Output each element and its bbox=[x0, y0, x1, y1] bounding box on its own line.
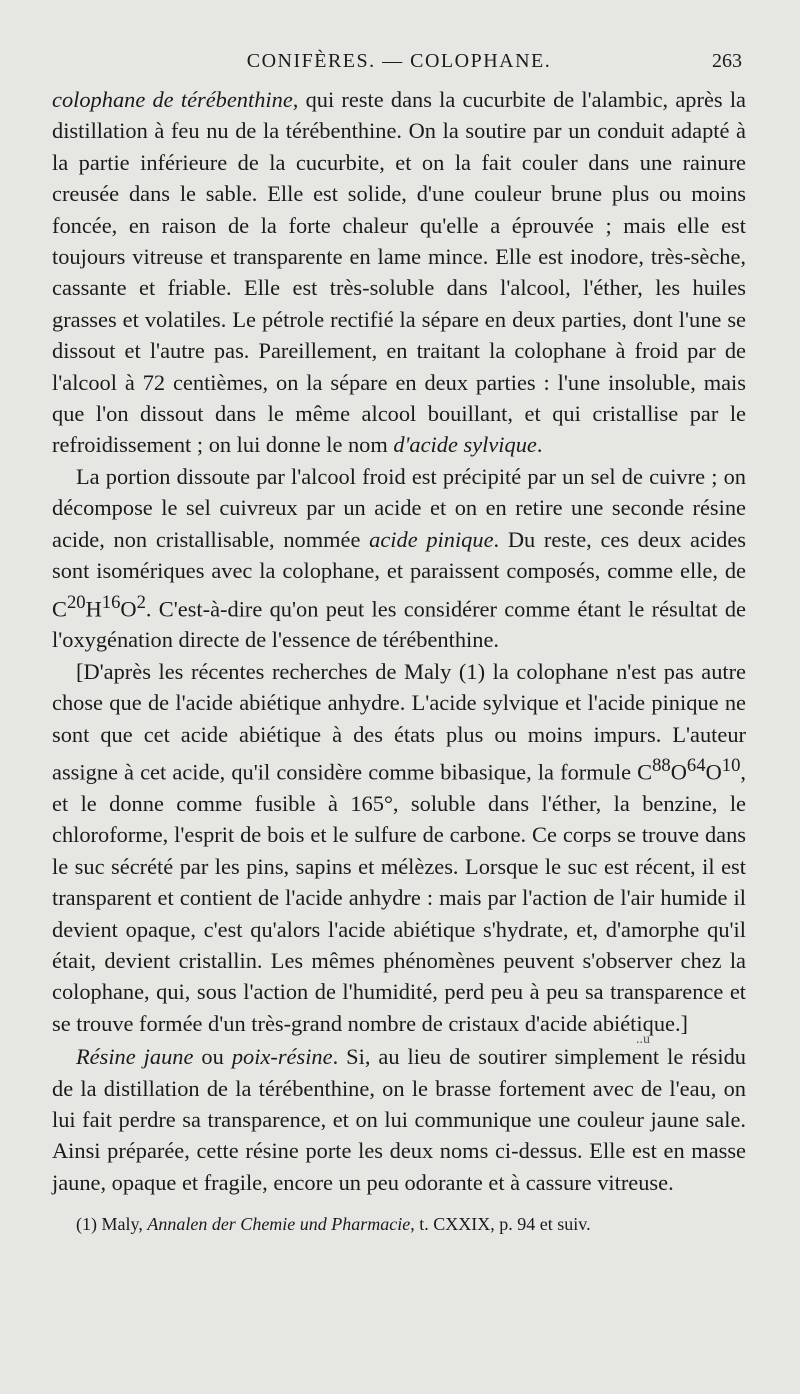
paragraph-3: [D'après les récentes recherches de Maly (1) la colophane n'est pas autre chose que de l'acide abiétique anhydre. L'acide sylvique et l'acide pinique ne sont que cet acide abiétique à des états plus ou moins impurs. L'auteur assigne à cet acide, qu'il considère comme bibasique, la formule $C^{88}O^{64}O^{10}$, et le donne comme fusible à 165°, soluble dans l'éther, la benzine, le chloroforme, l'esprit de bois et le sulfure de carbone. Ce corps se trouve dans le suc sécrété par les pins, sapins et mélèzes. Lorsque le suc est récent, il est transparent et contient de l'acide anhydre : mais par l'action de l'air humide il devient opaque, c'est qu'alors l'acide abiétique s'hydrate, et, d'amorphe qu'il était, devient cristallin. Les mêmes phénomènes peuvent s'observer chez la colophane, qui, sous l'action de l'humidité, perd peu à peu sa transparence et se trouve formée d'un très-grand nombre de cristaux d'acide abiétique.] bbox=[52, 658, 746, 1036]
page-body bbox=[52, 84, 746, 1198]
term-colophane: colophane de térébenthine, bbox=[52, 87, 299, 112]
running-title: CONIFÈRES. — COLOPHANE. bbox=[246, 50, 552, 72]
footnote-marker: (1) bbox=[76, 1214, 97, 1235]
paragraph-4: Résine jaune ou poix-résine. Si, au lieu de soutirer simplement le résidu de la distillation de la térébenthine, on le brasse fortement avec de l'eau, on lui fait perdre sa transparence, et on lui communique une couleur jaune sale. Ainsi préparée, cette résine porte les deux noms ci-dessus. Elle est en masse jaune, opaque et fragile, encore un peu odorante et à cassure vitreuse. bbox=[52, 1044, 746, 1195]
term-acide-sylvique: d'acide sylvique bbox=[393, 432, 537, 458]
term-resine-jaune: Résine jaune bbox=[76, 1044, 194, 1070]
page-header bbox=[52, 50, 746, 84]
page-number: 263 bbox=[712, 50, 742, 72]
paragraph-1: colophane de térébenthine, qui reste dans la cucurbite de l'alambic, après la distillation à feu nu de la térébenthine. On la soutire par un conduit adapté à la partie inférieure de la cucurbite, et on la fait couler dans une rainure creusée dans le sable. Elle est solide, d'une couleur brune plus ou moins foncée, en raison de la forte chaleur qu'elle a éprouvée ; mais elle est toujours vitreuse et transparente en lame mince. Elle est inodore, très-sèche, cassante et friable. Elle est très-soluble dans l'alcool, l'éther, les huiles grasses et volatiles. Le pétrole rectifié la sépare en deux parties, dont l'une se dissout et l'autre pas. Pareillement, en traitant la colophane à froid par de l'alcool à 72 centièmes, on la sépare en deux parties : l'une insoluble, mais que l'on dissout dans le même alcool bouillant, et qui cristallise par le refroidissement ; on lui donne le nom d'acide sylvique. bbox=[52, 87, 746, 458]
footnote: (1) Maly, Annalen der Chemie und Pharmacie, t. CXXIX, p. 94 et suiv. bbox=[76, 1214, 591, 1235]
term-acide-pinique: acide pinique bbox=[369, 526, 494, 552]
paragraph-2: La portion dissoute par l'alcool froid est précipité par un sel de cuivre ; on décompose le sel cuivreux par un acide et on en retire une seconde résine acide, non cristallisable, nommée acide pinique. Du reste, ces deux acides sont isomériques avec la colophane, et paraissent composés, comme elle, de $C^{20}H^{16}O^2$. C'est-à-dire qu'on peut les considérer comme étant le résultat de l'oxygénation directe de l'essence de térébenthine. bbox=[52, 463, 746, 653]
footnote-journal: Annalen der Chemie und Pharmacie bbox=[147, 1214, 411, 1235]
stray-mark: ..u bbox=[636, 1032, 650, 1048]
term-poix-resine: poix-résine bbox=[231, 1044, 333, 1070]
